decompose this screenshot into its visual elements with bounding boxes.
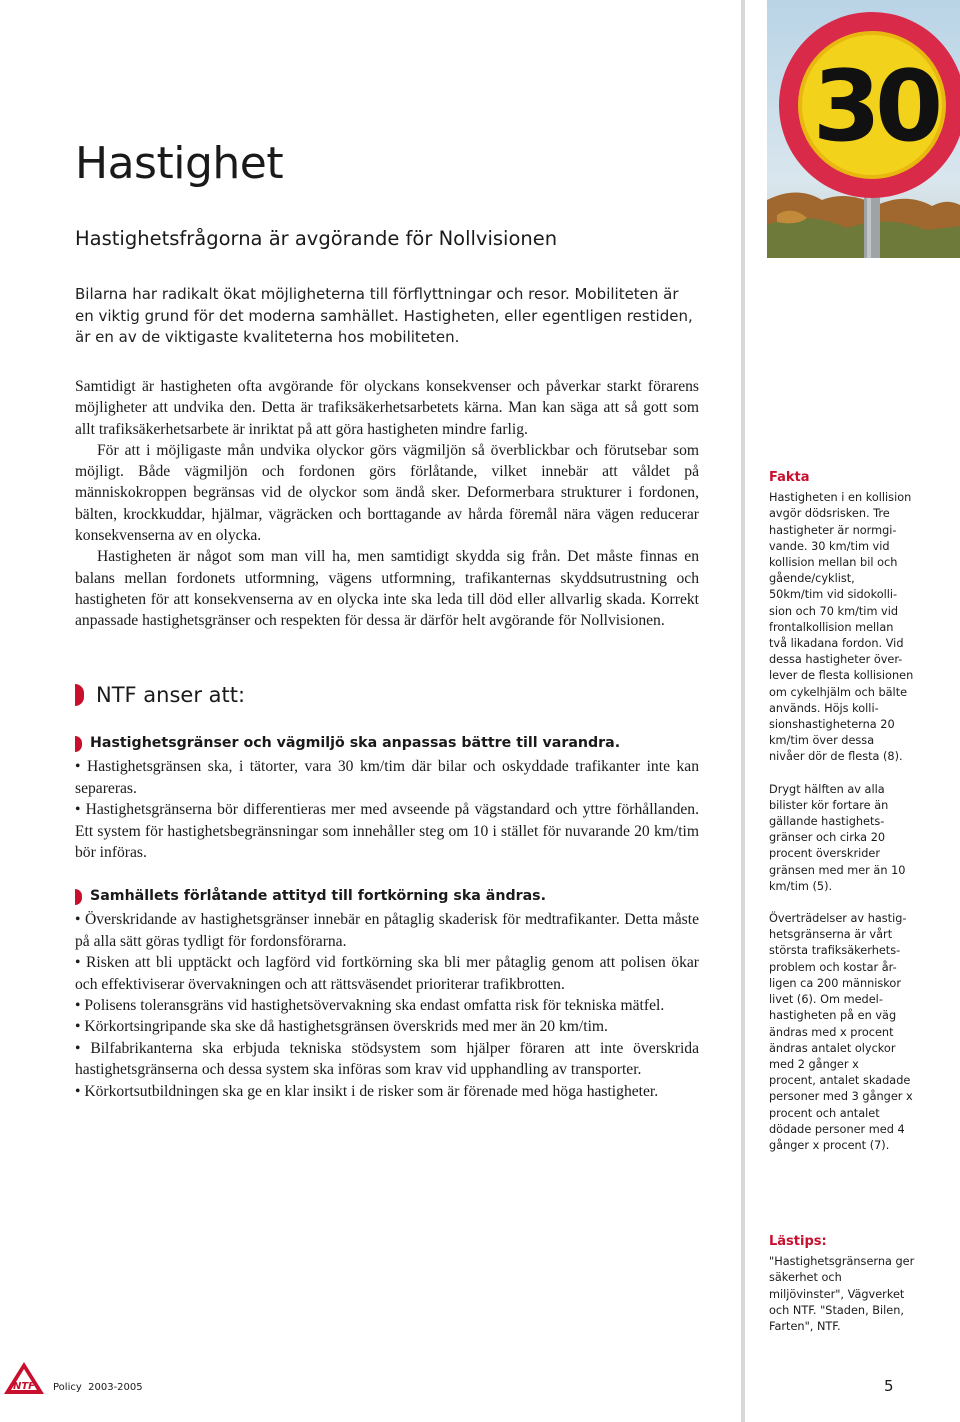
- ntf-heading-label: NTF anser att:: [96, 683, 246, 707]
- fakta-paragraph: Drygt hälften av alla bilister kör fortare än gällande hastighets- gränser och cirka 20 procent överskrider gränsen med mer än 10 km/tim (5).: [769, 782, 906, 893]
- section-heading: [75, 733, 699, 754]
- bullet-item: • Hastighetsgränsen ska, i tätorter, vara 30 km/tim där bilar och oskyddade trafikanter inte kan separeras.: [75, 758, 699, 797]
- footer-label: Policy 2003-2005: [53, 1382, 143, 1393]
- page-number: 5: [884, 1377, 894, 1395]
- page-subtitle: Hastighetsfrågorna är avgörande för Nollvisionen: [75, 227, 558, 250]
- bullet-item: • Risken att bli upptäckt och lagförd vid fortkörning ska bli mer påtaglig genom att polisen ökar och effektiviserar övervakningen och att rättsväsendet prioriterar trafikbrotten.: [75, 954, 699, 993]
- bullet-item: • Körkortsingripande ska ske då hastighetsgränsen överskrids med mer än 20 km/tim.: [75, 1018, 608, 1036]
- bullet-item: • Överskridande av hastighetsgränser innebär en påtaglig skaderisk för medtrafikanter. Detta måste på alla sätt göras tydligt för fordonsförarna.: [75, 911, 699, 950]
- fakta-heading: Fakta: [769, 470, 810, 485]
- page-title: Hastighet: [75, 138, 284, 189]
- red-marker-icon: [75, 889, 82, 905]
- body-paragraph: Hastigheten är något som man vill ha, men samtidigt skydda sig från. Det måste finnas en balans mellan fordonets utformning, vägens utformning, trafikanternas skyddsutrustning och hastigheten för att konsekvenserna av en olycka inte ska leda till död eller allvarlig skada. Korrekt anpassade hastighetsgränser och respekten för dessa är därför helt avgörande för Nollvisionen.: [75, 548, 699, 630]
- logo-text: NTF: [12, 1381, 36, 1392]
- fakta-sidebar: [769, 470, 919, 1170]
- bullet-item: • Hastighetsgränserna bör differentieras mer med avseende på vägstandard och yttre förhållanden. Ett system för hastighetsbegränsningar som innehåller steg om 10 i stället för nuvarande 20 km/tim bör införas.: [75, 801, 699, 862]
- bullet-item: • Polisens toleransgräns vid hastighetsövervakning ska endast omfatta risk för tekniska mätfel.: [75, 997, 665, 1015]
- bullet-item: • Körkortsutbildningen ska ge en klar insikt i de risker som är förenade med höga hastigheter.: [75, 1082, 659, 1100]
- body-paragraph: Samtidigt är hastigheten ofta avgörande för olyckans konsekvenser och påverkar starkt förarens möjligheter att undvika den. Detta är trafiksäkerhetsarbetets kärna. Man kan säga att så gott som allt trafiksäkerhetsarbete är inriktat på att göra hastigheten mindre farlig.: [75, 378, 699, 438]
- bullet-item: • Bilfabrikanterna ska erbjuda tekniska stödsystem som hjälper föraren att inte överskrida hastighetsgränserna och dessa system ska införas som krav vid upphandling av transporter.: [75, 1039, 699, 1079]
- section-heading-label: Samhällets förlåtande attityd till fortkörning ska ändras.: [90, 888, 547, 904]
- speed-sign-photo: [767, 0, 960, 258]
- fakta-paragraph: Hastigheten i en kollision avgör dödsrisken. Tre hastigheter är normgi- vande. 30 km/tim vid kollision mellan bil och gående/cyklist, 50km/tim vid sidokolli- sion och 70 km/tim vid frontalkollision mellan två likadana fordon. Vid dessa hastigheter över- lever de flesta kollisionen om cykelhjälm och bälte används. Höjs kolli- sionshastigheterna 20 km/tim över dessa nivåer dör de flesta (8).: [769, 491, 914, 764]
- lastips-text: "Hastighetsgränserna ger säkerhet och miljövinster", Vägverket och NTF. "Staden, Bilen, Farten", NTF.: [769, 1255, 915, 1334]
- red-marker-icon: [75, 684, 84, 706]
- body-text: [75, 376, 699, 632]
- position-section-attitude: [75, 886, 699, 1102]
- fakta-paragraph: Överträdelser av hastig- hetsgränserna är vårt största trafiksäkerhets- problem och kostar år- ligen ca 200 människor livet (6). Om medel- hastigheten på en väg ändras med x procent ändras antalet olyckor med 2 gånger x procent, antalet skadade personer med 3 gånger x procent och antalet dödade personer med 4 gånger x procent (7).: [769, 912, 913, 1152]
- ntf-logo: [2, 1360, 46, 1396]
- section-heading: [75, 886, 699, 907]
- section-heading-label: Hastighetsgränser och vägmiljö ska anpassas bättre till varandra.: [90, 735, 621, 751]
- red-marker-icon: [75, 736, 82, 752]
- reading-tips-sidebar: [769, 1234, 919, 1351]
- ntf-position-heading: [75, 683, 245, 707]
- body-paragraph: För att i möjligaste mån undvika olyckor görs vägmiljön så överblickbar och förutsebar som möjligt. Både vägmiljön och fordonen görs förlåtande, vilket innebär att våldet på människokroppen begränsas vid de olyckor som ändå sker. Deformerbara strukturer i fordonen, bälten, krockkuddar, hjälmar, vägräcken och borttagande av hårda föremål nära vägen reducerar konsekvenserna av en olycka.: [75, 441, 699, 545]
- lastips-heading: Lästips:: [769, 1234, 827, 1249]
- sign-speed-number: 30: [812, 50, 938, 164]
- intro-paragraph: Bilarna har radikalt ökat möjligheterna till förflyttningar och resor. Mobiliteten är en viktig grund för det moderna samhället. Hastigheten, eller egentligen restiden, är en av de viktigaste kvaliteterna hos mobiliteten.: [75, 285, 693, 346]
- column-divider: [741, 0, 745, 1422]
- position-section-speed-limits: [75, 733, 699, 863]
